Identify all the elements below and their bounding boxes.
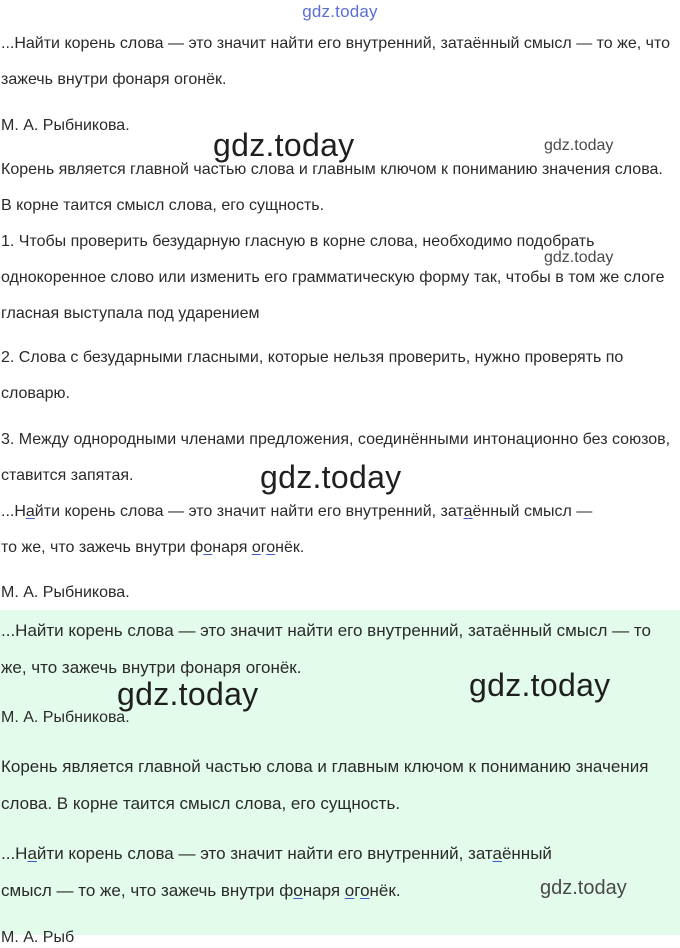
stressed-vowel: а xyxy=(27,844,37,863)
answer-root-definition: Корень является главной частью слова и главным ключом к пониманию значения слова. В корне таится смысл слова, его сущность. xyxy=(1,757,649,813)
watermark: gdz.today xyxy=(469,667,611,703)
rule-1: 1. Чтобы проверить безударную гласную в корне слова, необходимо подобрать однокоренное слово или изменить его грамматическую форму так, чтобы в том же слоге гласная выступала под ударением xyxy=(1,233,665,322)
stressed-vowel: о xyxy=(293,881,303,900)
root-definition: Корень является главной частью слова и главным ключом к пониманию значения слова. В корне таится смысл слова, его сущность. xyxy=(1,161,663,214)
epigraph-text: ...Найти корень слова — это значит найти его внутренний, затаённый смысл — то же, что зажечь внутри фонаря огонёк. xyxy=(1,35,671,88)
answer-author-partial: М. А. Рыб xyxy=(1,929,75,946)
marked-epigraph: ...Найти корень слова — это значит найти его внутренний, затаённый смысл — то же, что зажечь внутри фонаря огонёк. xyxy=(1,503,593,556)
marked-epigraph-author: М. А. Рыбникова. xyxy=(1,584,130,601)
stressed-vowel: а xyxy=(25,503,35,520)
watermark-top: gdz.today xyxy=(302,2,378,21)
watermark: gdz.today xyxy=(117,676,259,712)
answer-marked-epigraph: ...Найти корень слова — это значит найти его внутренний, затаённый смысл — то же, что зажечь внутри фонаря огонёк. xyxy=(1,844,552,900)
watermark: gdz.today xyxy=(260,459,402,495)
epigraph-author: М. А. Рыбникова. xyxy=(1,117,130,134)
answer-author: М. А. Рыбникова. xyxy=(1,709,130,726)
rule-2: 2. Слова с безударными гласными, которые нельзя проверить, нужно проверять по словарю. xyxy=(1,349,624,402)
stressed-vowel: о xyxy=(251,539,261,556)
stressed-vowel: а xyxy=(463,503,473,520)
rule-3: 3. Между однородными членами предложения, соединёнными интонационно без союзов, ставится запятая. xyxy=(1,431,671,484)
stressed-vowel: о xyxy=(203,539,213,556)
watermark: gdz.today xyxy=(544,249,614,266)
stressed-vowel: о xyxy=(360,881,370,900)
watermark: gdz.today xyxy=(544,137,614,154)
watermark: gdz.today xyxy=(540,877,627,899)
answer-epigraph: ...Найти корень слова — это значит найти его внутренний, затаённый смысл — то же, что зажечь внутри фонаря огонёк. xyxy=(1,621,651,677)
watermark: gdz.today xyxy=(213,127,355,163)
stressed-vowel: о xyxy=(344,881,355,900)
stressed-vowel: а xyxy=(492,844,502,863)
stressed-vowel: о xyxy=(266,539,276,556)
